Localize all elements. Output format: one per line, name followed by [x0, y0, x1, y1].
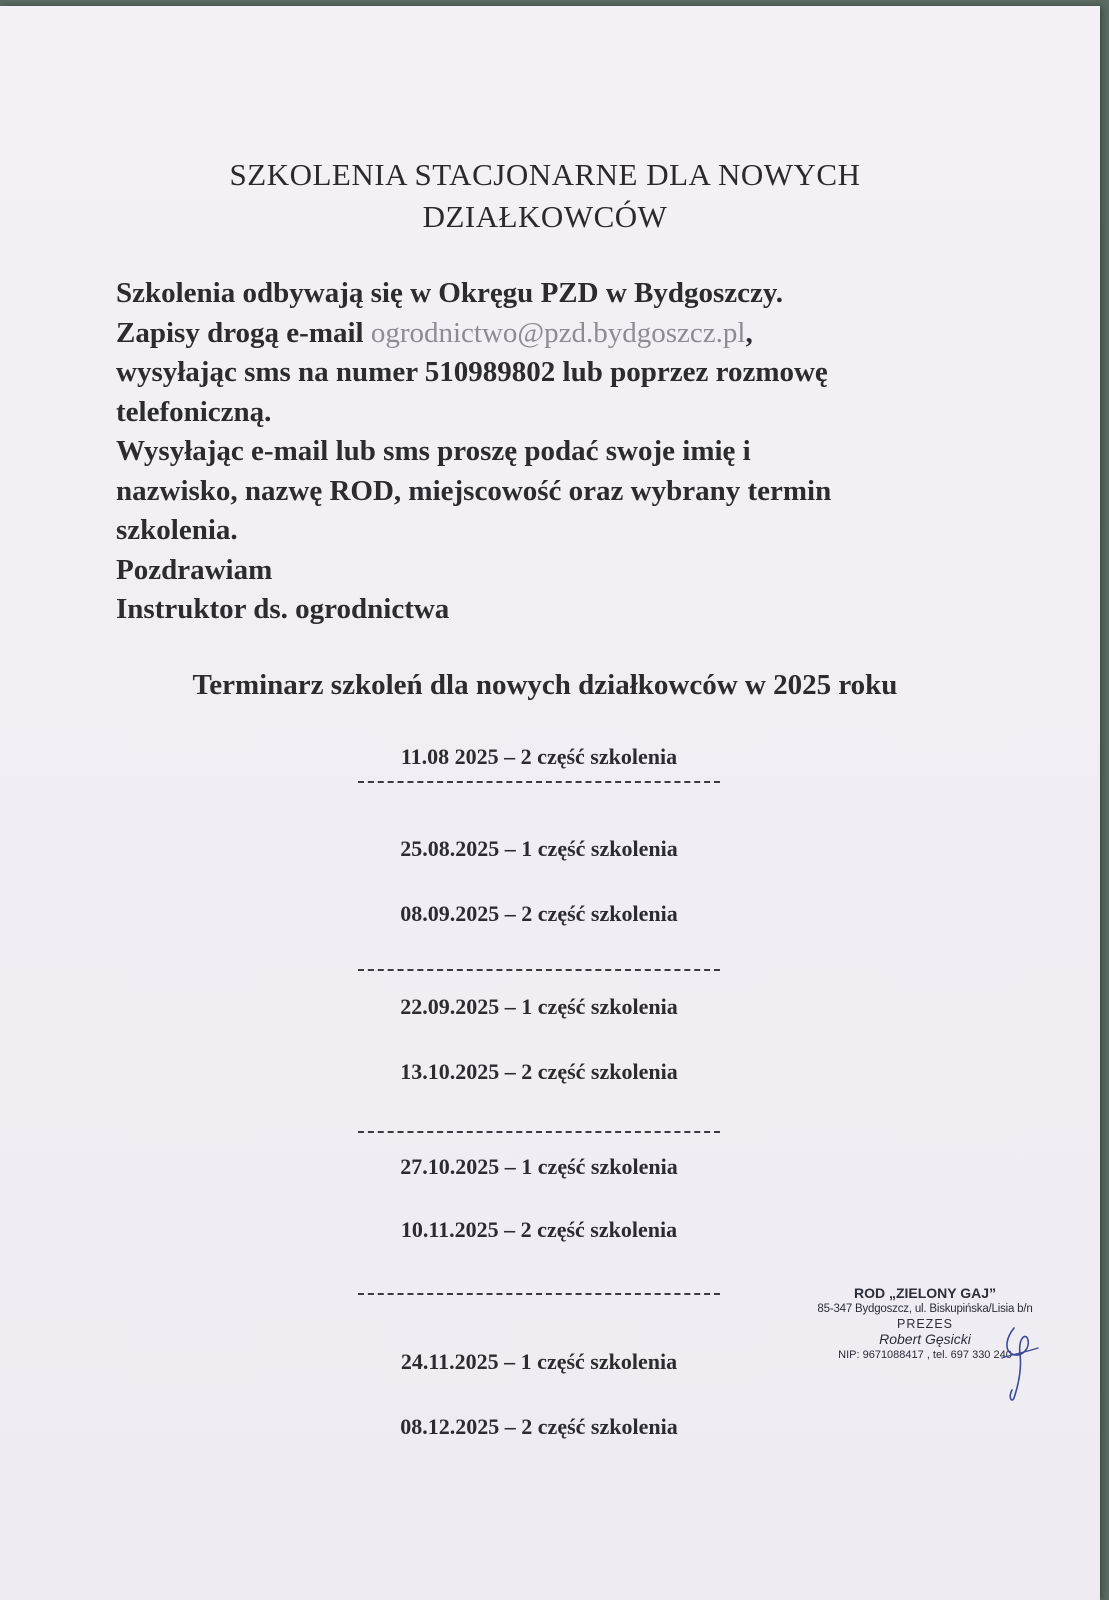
document-title [0, 154, 1090, 238]
stamp-organization-name: ROD „ZIELONY GAJ” [853, 1285, 997, 1301]
paper-sheet [0, 6, 1100, 1600]
session-item: 10.11.2025 – 2 część szkolenia [400, 1217, 678, 1242]
intro-paragraph [116, 274, 996, 630]
intro-line-phone: telefoniczną. [116, 395, 272, 428]
signup-prefix: Zapisy drogą e-mail [116, 316, 371, 349]
session-item: 11.08 2025 – 2 część szkolenia [400, 744, 678, 769]
intro-line-sms: wysyłając sms na numer 510989802 lub poprzez rozmowę [116, 356, 828, 388]
intro-line-instructions-1: Wysyłając e-mail lub sms proszę podać swoje imię i [116, 435, 751, 467]
intro-line-instructions-3: szkolenia. [116, 514, 238, 546]
stamp-person: Robert Gęsicki [879, 1331, 971, 1347]
stamp-address: 85-347 Bydgoszcz, ul. Biskupińska/Lisia b/n [817, 1303, 1033, 1315]
stamp-nip: NIP: 9671088417 , tel. 697 330 240 [838, 1349, 1012, 1361]
divider [358, 1131, 720, 1133]
stamp-role: PREZES [896, 1317, 953, 1331]
divider [358, 1293, 720, 1295]
divider [358, 781, 720, 783]
intro-line-greeting: Pozdrawiam [116, 553, 273, 586]
intro-line-instructions-2: nazwisko, nazwę ROD, miejscowość oraz wybrany termin [116, 474, 832, 507]
email-link[interactable]: ogrodnictwo@pzd.bydgoszcz.pl [370, 316, 746, 349]
schedule-title: Terminarz szkoleń dla nowych działkowców w 2025 roku [192, 669, 898, 701]
session-item: 08.12.2025 – 2 część szkolenia [400, 1414, 678, 1439]
session-item: 24.11.2025 – 1 część szkolenia [400, 1349, 678, 1374]
document-title-line-2: DZIAŁKOWCÓW [422, 199, 668, 234]
signup-suffix: , [745, 316, 753, 349]
session-item: 08.09.2025 – 2 część szkolenia [400, 901, 678, 926]
handwritten-signature-icon [1000, 1324, 1040, 1404]
session-item: 22.09.2025 – 1 część szkolenia [400, 994, 678, 1019]
intro-line-signature: Instruktor ds. ogrodnictwa [116, 593, 450, 625]
intro-line-signup [116, 314, 996, 354]
session-item: 25.08.2025 – 1 część szkolenia [400, 836, 678, 861]
divider [358, 969, 720, 971]
session-item: 13.10.2025 – 2 część szkolenia [400, 1059, 678, 1084]
intro-line-location: Szkolenia odbywają się w Okręgu PZD w Bydgoszczy. [116, 277, 784, 309]
document-title-line-1: SZKOLENIA STACJONARNE DLA NOWYCH [229, 157, 861, 192]
session-item: 27.10.2025 – 1 część szkolenia [400, 1154, 678, 1179]
